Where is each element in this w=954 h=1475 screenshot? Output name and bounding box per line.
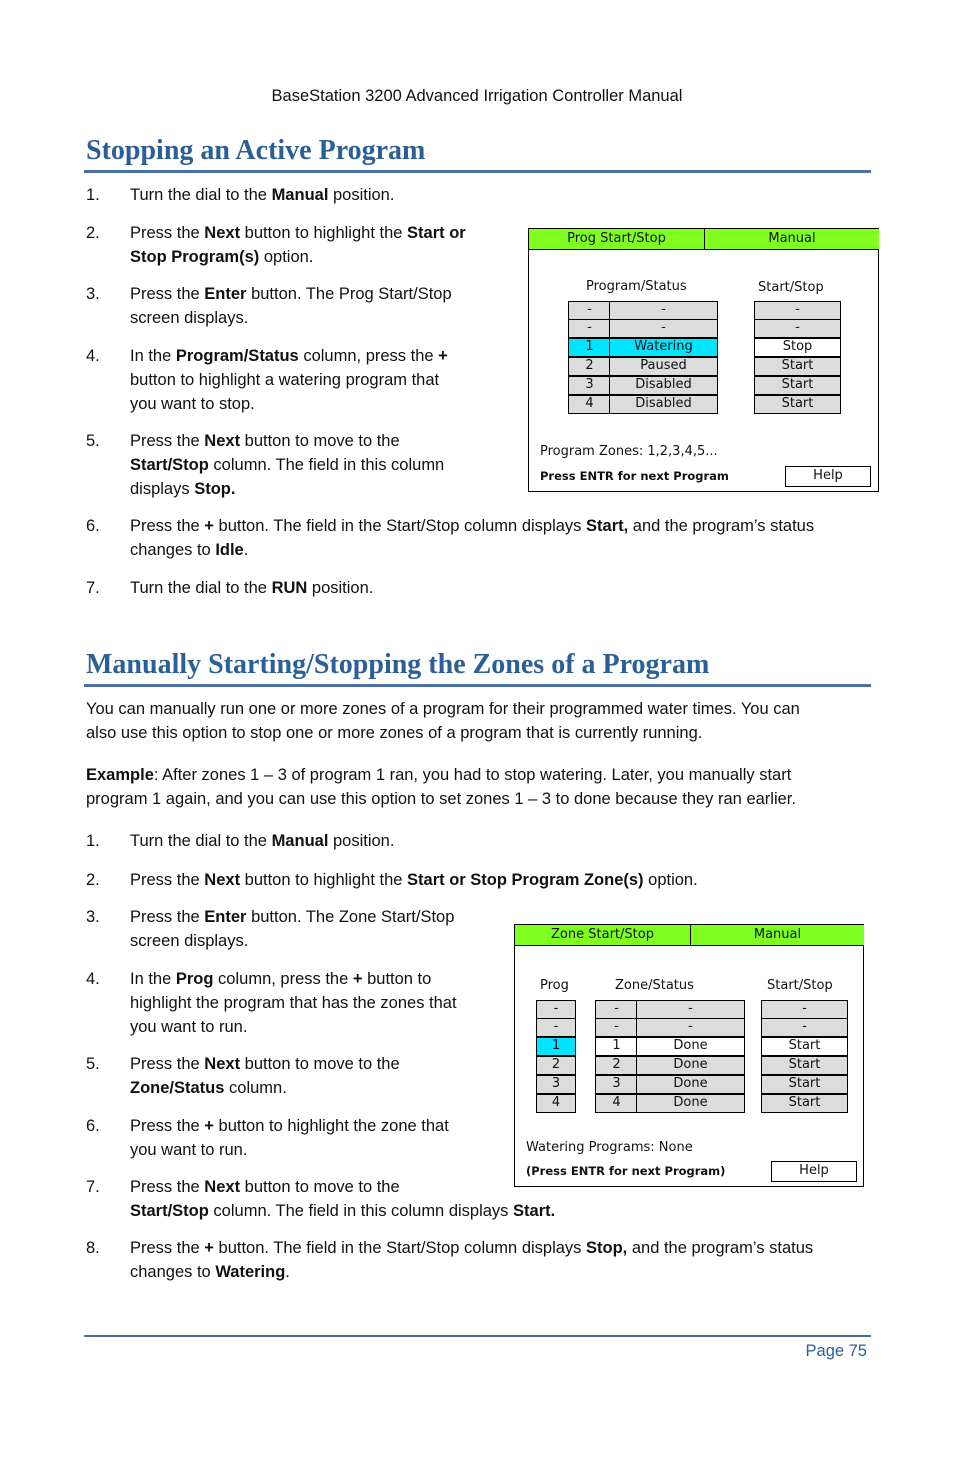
prog-cell[interactable]: -	[536, 1000, 576, 1019]
step-number: 2.	[86, 224, 100, 242]
section-title-stopping: Stopping an Active Program	[86, 135, 426, 166]
action-cell[interactable]: -	[761, 1018, 848, 1037]
help-button[interactable]: Help	[785, 466, 871, 487]
step-number: 7.	[86, 579, 100, 597]
action-cell[interactable]: -	[754, 301, 841, 320]
status-cell[interactable]: -	[609, 319, 718, 338]
action-cell[interactable]: Stop	[754, 338, 841, 357]
start-stop-label: Start/Stop	[758, 280, 824, 295]
step-text: Press the Enter button. The Prog Start/Stop screen displays.	[130, 285, 452, 327]
step-text: In the Program/Status column, press the + button to highlight a watering program that you want to stop.	[130, 347, 448, 413]
step-number: 5.	[86, 432, 100, 450]
intro-paragraph: You can manually run one or more zones of a program for their programmed water times. You can also use this option to stop one or more zones of a program that is currently running.	[86, 700, 800, 742]
status-cell-selected[interactable]: Watering	[609, 338, 718, 357]
watering-programs-line: Watering Programs: None	[526, 1140, 693, 1155]
step-text: Turn the dial to the RUN position.	[130, 579, 374, 597]
screen-title: Zone Start/Stop	[515, 925, 690, 946]
action-cell[interactable]: Start	[754, 376, 841, 395]
step-number: 4.	[86, 347, 100, 365]
screen-footer: (Press ENTR for next Program)	[526, 1164, 726, 1178]
status-cell[interactable]: -	[609, 301, 718, 320]
running-header: BaseStation 3200 Advanced Irrigation Controller Manual	[271, 87, 683, 105]
action-cell[interactable]: Start	[761, 1075, 848, 1094]
step-number: 6.	[86, 1117, 100, 1135]
zone-cell[interactable]: 3	[595, 1075, 638, 1094]
step-number: 3.	[86, 285, 100, 303]
help-button[interactable]: Help	[771, 1161, 857, 1182]
zone-start-stop-screen	[514, 924, 864, 1187]
status-cell[interactable]: -	[636, 1018, 745, 1037]
action-cell[interactable]: Start	[754, 395, 841, 414]
status-cell[interactable]: Done	[636, 1075, 745, 1094]
prog-cell-selected[interactable]: 1	[536, 1037, 576, 1056]
step-number: 3.	[86, 908, 100, 926]
zone-cell[interactable]: 1	[595, 1037, 638, 1056]
action-cell[interactable]: -	[754, 319, 841, 338]
screen-mode: Manual	[690, 925, 864, 946]
screen-mode: Manual	[704, 229, 879, 250]
action-cell[interactable]: -	[761, 1000, 848, 1019]
zone-cell[interactable]: 4	[595, 1094, 638, 1113]
prog-cell[interactable]: 2	[568, 357, 611, 376]
screen-title: Prog Start/Stop	[529, 229, 704, 250]
prog-cell[interactable]: -	[536, 1018, 576, 1037]
zone-cell[interactable]: 2	[595, 1056, 638, 1075]
action-cell[interactable]: Start	[754, 357, 841, 376]
step-text: Turn the dial to the Manual position.	[130, 832, 395, 850]
step-text: Press the + button. The field in the Start/Stop column displays Stop, and the program’s status changes to Watering.	[130, 1239, 814, 1281]
title-underline	[84, 170, 871, 173]
step-number: 8.	[86, 1239, 100, 1257]
step-text: Press the Next button to move to the Start/Stop column. The field in this column displays Stop.	[130, 432, 445, 498]
step-number: 2.	[86, 871, 100, 889]
page-number: Page 75	[805, 1342, 867, 1360]
prog-cell[interactable]: -	[568, 319, 611, 338]
status-cell[interactable]: Disabled	[609, 395, 718, 414]
step-text: Press the Next button to highlight the Start or Stop Program(s) option.	[130, 224, 466, 266]
prog-cell-selected[interactable]: 1	[568, 338, 611, 357]
step-number: 4.	[86, 970, 100, 988]
status-cell[interactable]: Done	[636, 1094, 745, 1113]
prog-cell[interactable]: 3	[568, 376, 611, 395]
status-cell[interactable]: Paused	[609, 357, 718, 376]
program-zones-line: Program Zones: 1,2,3,4,5...	[540, 444, 718, 459]
step-text: Press the + button. The field in the Start/Stop column displays Start, and the program’s status changes to Idle.	[130, 517, 815, 559]
prog-cell[interactable]: 3	[536, 1075, 576, 1094]
prog-cell[interactable]: 2	[536, 1056, 576, 1075]
status-cell[interactable]: Done	[636, 1056, 745, 1075]
example-paragraph: Example: After zones 1 – 3 of program 1 ran, you had to stop watering. Later, you manually start program 1 again, and you can use this option to set zones 1 – 3 to done because they ran earlier.	[86, 766, 796, 808]
step-number: 1.	[86, 186, 100, 204]
footer-rule	[84, 1335, 871, 1337]
start-stop-label: Start/Stop	[767, 978, 833, 993]
zone-cell[interactable]: -	[595, 1000, 638, 1019]
prog-cell[interactable]: 4	[536, 1094, 576, 1113]
step-text: Press the Next button to move to the Zone/Status column.	[130, 1055, 400, 1097]
prog-start-stop-screen	[528, 228, 879, 492]
prog-label: Prog	[540, 978, 569, 993]
step-text: Press the Enter button. The Zone Start/Stop screen displays.	[130, 908, 455, 950]
program-status-label: Program/Status	[586, 279, 687, 294]
step-text: Press the Next button to move to the Start/Stop column. The field in this column displays Start.	[130, 1178, 556, 1220]
step-number: 6.	[86, 517, 100, 535]
zone-cell[interactable]: -	[595, 1018, 638, 1037]
status-cell[interactable]: Done	[636, 1037, 745, 1056]
title-underline	[84, 684, 871, 687]
action-cell[interactable]: Start	[761, 1094, 848, 1113]
prog-cell[interactable]: -	[568, 301, 611, 320]
prog-cell[interactable]: 4	[568, 395, 611, 414]
step-number: 5.	[86, 1055, 100, 1073]
status-cell[interactable]: Disabled	[609, 376, 718, 395]
action-cell[interactable]: Start	[761, 1037, 848, 1056]
step-text: Press the + button to highlight the zone that you want to run.	[130, 1117, 449, 1159]
zone-status-label: Zone/Status	[615, 978, 694, 993]
step-number: 7.	[86, 1178, 100, 1196]
step-text: Press the Next button to highlight the Start or Stop Program Zone(s) option.	[130, 871, 698, 889]
screen-footer: Press ENTR for next Program	[540, 469, 729, 483]
action-cell[interactable]: Start	[761, 1056, 848, 1075]
section-title-manual-zones: Manually Starting/Stopping the Zones of a Program	[86, 649, 710, 680]
step-number: 1.	[86, 832, 100, 850]
step-text: Turn the dial to the Manual position.	[130, 186, 395, 204]
step-text: In the Prog column, press the + button to highlight the program that has the zones that you want to run.	[130, 970, 457, 1036]
status-cell[interactable]: -	[636, 1000, 745, 1019]
